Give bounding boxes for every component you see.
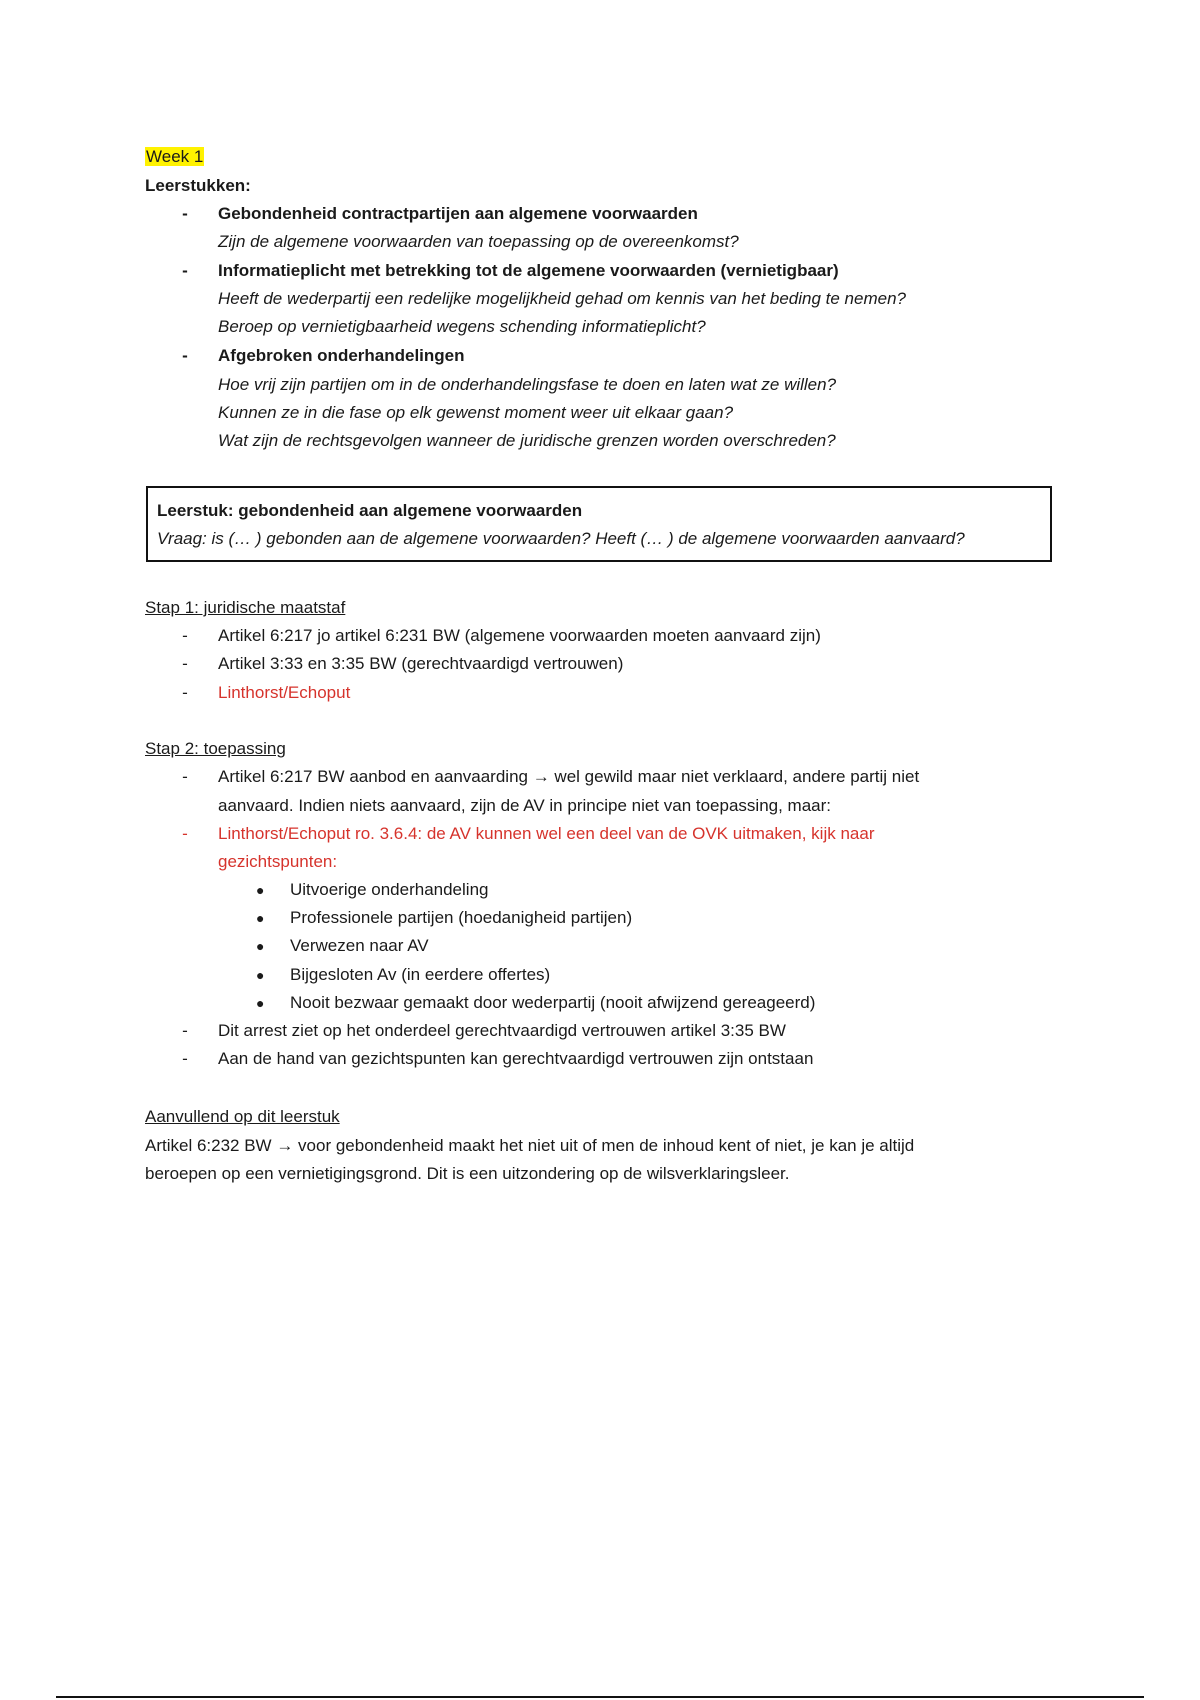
stap2-item-line: aanvaard. Indien niets aanvaard, zijn de AV in principe niet van toepassing, maar: (218, 796, 832, 815)
gezichtspunt-item: Bijgesloten Av (in eerdere offertes) (290, 965, 551, 984)
aanvullend-heading: Aanvullend op dit leerstuk (145, 1107, 340, 1126)
stap1-item: Artikel 6:217 jo artikel 6:231 BW (algemene voorwaarden moeten aanvaard zijn) (218, 626, 821, 645)
gezichtspunt-item: Professionele partijen (hoedanigheid partijen) (290, 908, 633, 927)
box-title: Leerstuk: gebondenheid aan algemene voorwaarden (157, 501, 583, 520)
week-highlight: Week 1 (146, 147, 204, 166)
dot-bullet-icon: ● (256, 967, 265, 983)
gezichtspunt-item: Verwezen naar AV (290, 936, 429, 955)
leerstuk-question: Hoe vrij zijn partijen om in de onderhandelingsfase te doen en laten wat ze willen? (218, 375, 837, 394)
leerstuk-question: Beroep op vernietigbaarheid wegens schending informatieplicht? (218, 317, 706, 336)
aanvullend-line: Artikel 6:232 BW → voor gebondenheid maakt het niet uit of men de inhoud kent of niet, je kan je altijd (145, 1136, 915, 1155)
leerstuk-question: Zijn de algemene voorwaarden van toepassing op de overeenkomst? (218, 232, 739, 251)
dash-bullet-icon: - (182, 683, 188, 702)
stap1-item-case: Linthorst/Echoput (218, 683, 351, 702)
dash-bullet-icon: - (182, 1021, 188, 1040)
leerstuk-title: Afgebroken onderhandelingen (218, 346, 465, 365)
stap2-item: Aan de hand van gezichtspunten kan gerechtvaardigd vertrouwen zijn ontstaan (218, 1049, 814, 1068)
dot-bullet-icon: ● (256, 938, 265, 954)
dash-bullet-icon: - (182, 204, 188, 223)
gezichtspunt-item: Nooit bezwaar gemaakt door wederpartij (nooit afwijzend gereageerd) (290, 993, 816, 1012)
dash-bullet-icon: - (182, 1049, 188, 1068)
stap2-case-line: Linthorst/Echoput ro. 3.6.4: de AV kunnen wel een deel van de OVK uitmaken, kijk naar (218, 824, 875, 843)
leerstuk-question: Heeft de wederpartij een redelijke mogelijkheid gehad om kennis van het beding te nemen? (218, 289, 906, 308)
leerstukken-heading: Leerstukken: (145, 176, 251, 195)
dot-bullet-icon: ● (256, 882, 265, 898)
dash-bullet-icon: - (182, 654, 188, 673)
box-question: Vraag: is (… ) gebonden aan de algemene voorwaarden? Heeft (… ) de algemene voorwaarden aanvaard? (157, 529, 965, 548)
dash-bullet-icon: - (182, 626, 188, 645)
gezichtspunt-item: Uitvoerige onderhandeling (290, 880, 489, 899)
dot-bullet-icon: ● (256, 995, 265, 1011)
stap1-heading: Stap 1: juridische maatstaf (145, 598, 346, 617)
page-bottom-divider (56, 1696, 1144, 1698)
leerstuk-title: Gebondenheid contractpartijen aan algemene voorwaarden (218, 204, 698, 223)
stap1-item: Artikel 3:33 en 3:35 BW (gerechtvaardigd vertrouwen) (218, 654, 624, 673)
stap2-item-line: Artikel 6:217 BW aanbod en aanvaarding → wel gewild maar niet verklaard, andere partij niet (218, 767, 920, 786)
leerstuk-title: Informatieplicht met betrekking tot de algemene voorwaarden (vernietigbaar) (218, 261, 839, 280)
leerstuk-box (146, 486, 1052, 562)
leerstuk-question: Wat zijn de rechtsgevolgen wanneer de juridische grenzen worden overschreden? (218, 431, 836, 450)
dash-bullet-icon: - (182, 824, 188, 843)
leerstuk-question: Kunnen ze in die fase op elk gewenst moment weer uit elkaar gaan? (218, 403, 734, 422)
dash-bullet-icon: - (182, 346, 188, 365)
dot-bullet-icon: ● (256, 910, 265, 926)
aanvullend-line: beroepen op een vernietigingsgrond. Dit is een uitzondering op de wilsverklaringsleer. (145, 1164, 790, 1183)
week-label (145, 146, 204, 168)
stap2-heading: Stap 2: toepassing (145, 739, 286, 758)
dash-bullet-icon: - (182, 767, 188, 786)
stap2-item: Dit arrest ziet op het onderdeel gerechtvaardigd vertrouwen artikel 3:35 BW (218, 1021, 786, 1040)
stap2-case-line: gezichtspunten: (218, 852, 338, 871)
dash-bullet-icon: - (182, 261, 188, 280)
